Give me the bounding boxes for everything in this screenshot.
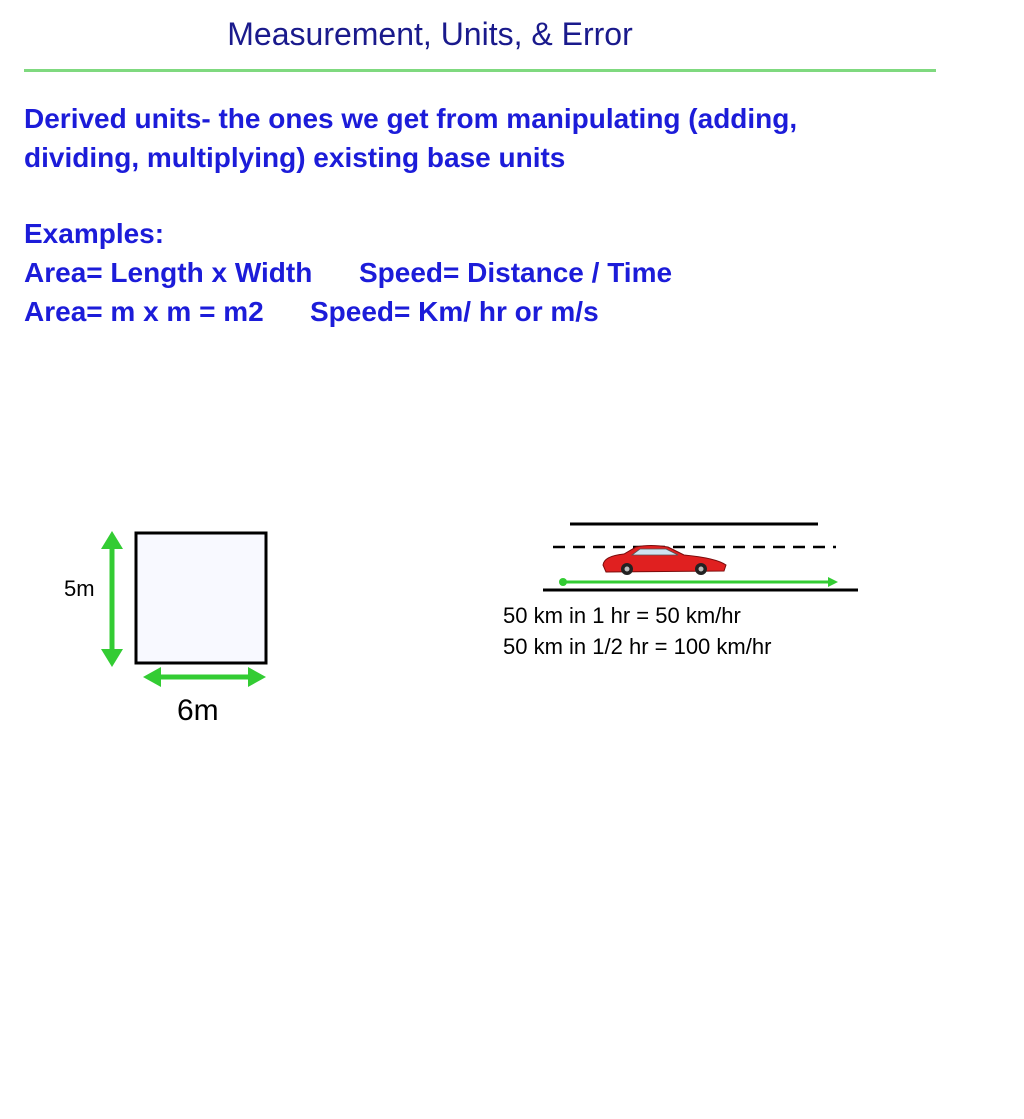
red-car-icon [603,546,726,576]
area-formula: Area= Length x Width [24,257,313,288]
intro-line-1: Derived units- the ones we get from manipulating (adding, [24,103,798,134]
speed-units: Speed= Km/ hr or m/s [310,296,599,327]
speed-example-2: 50 km in 1/2 hr = 100 km/hr [503,634,772,659]
speed-formula: Speed= Distance / Time [359,257,673,288]
slide-title: Measurement, Units, & Error [227,16,633,52]
intro-line-2: dividing, multiplying) existing base units [24,142,566,173]
speed-example-1: 50 km in 1 hr = 50 km/hr [503,603,741,628]
width-label: 6m [177,694,219,727]
distance-arrow [559,577,838,587]
examples-heading: Examples: [24,218,165,249]
area-units: Area= m x m = m2 [24,296,264,327]
height-label: 5m [64,576,95,601]
